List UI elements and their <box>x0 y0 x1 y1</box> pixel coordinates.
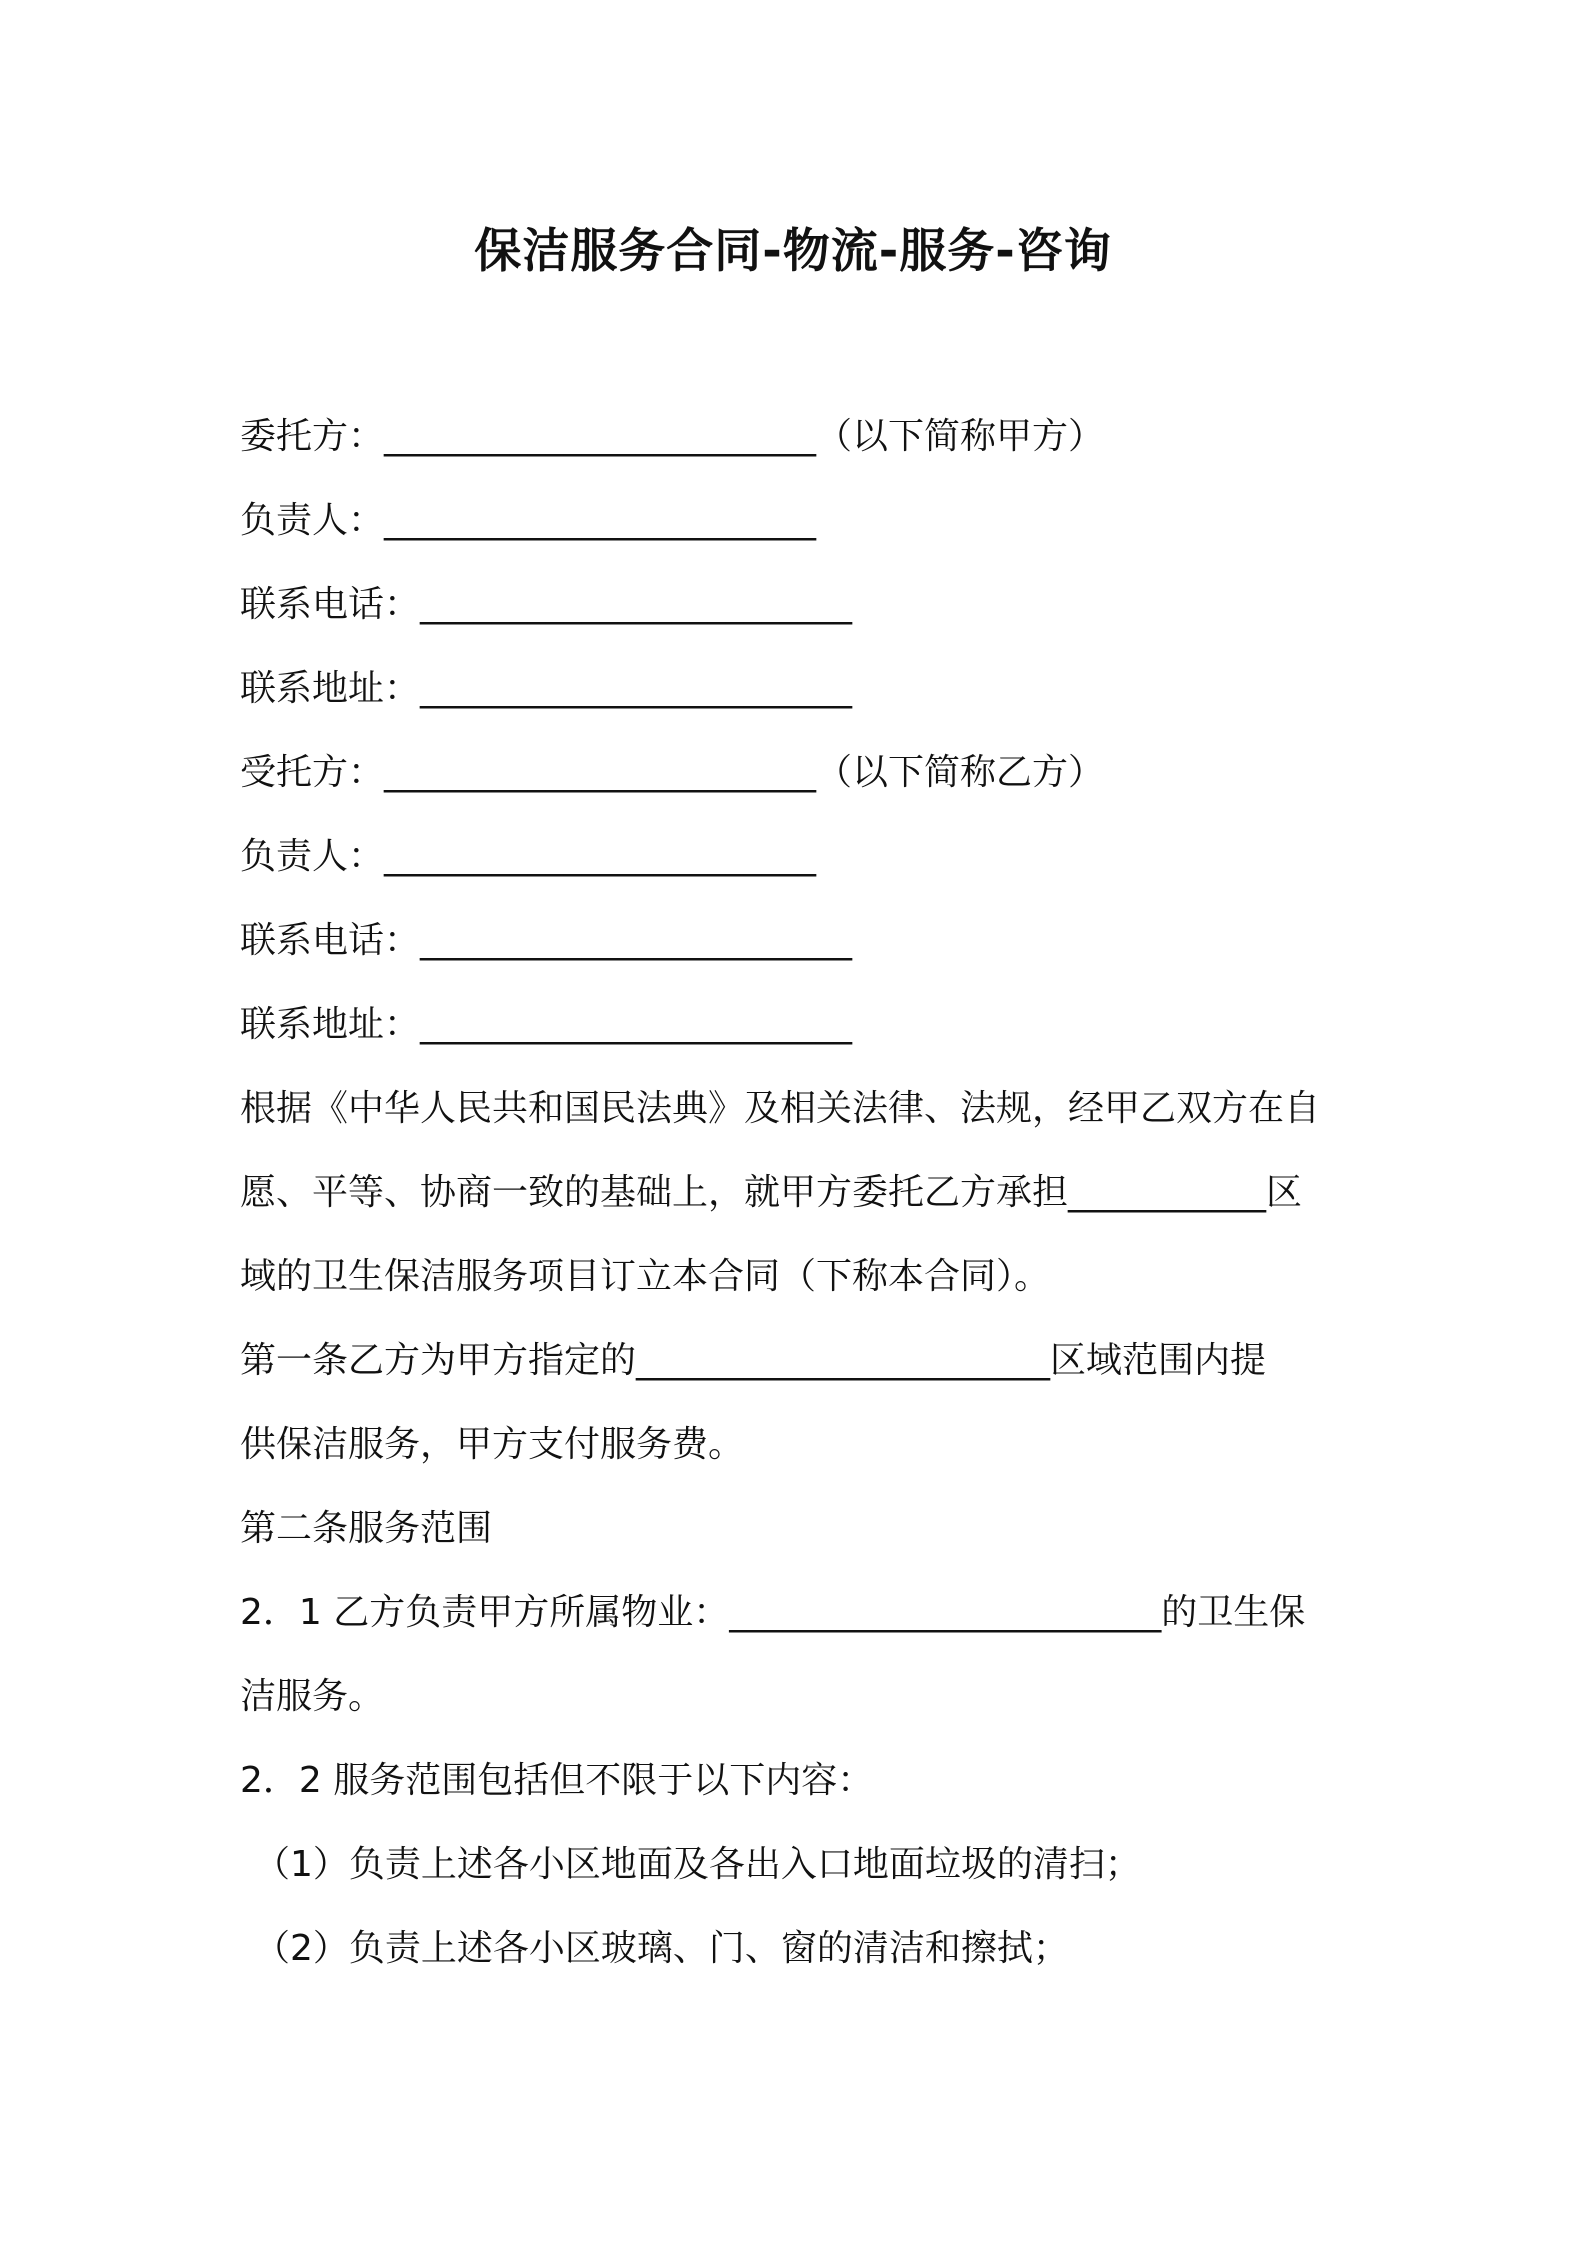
article-1-line-2: 供保洁服务，甲方支付服务费。 <box>240 1424 745 1465</box>
preamble-line-1: 根据《中华人民共和国民法典》及相关法律、法规，经甲乙双方在自 <box>240 1088 1321 1129</box>
contractor-address-line: 联系地址：________________________ <box>240 1004 853 1045</box>
client-party-line: 委托方：________________________（以下简称甲方） <box>240 416 1105 457</box>
contractor-party-line: 受托方：________________________（以下简称乙方） <box>240 752 1105 793</box>
clause-2-1-line-2: 洁服务。 <box>240 1676 385 1717</box>
preamble-line-3: 域的卫生保洁服务项目订立本合同（下称本合同）。 <box>240 1256 1051 1297</box>
article-1-line-1: 第一条乙方为甲方指定的_______________________区域范围内提 <box>240 1340 1267 1381</box>
client-manager-line: 负责人：________________________ <box>240 500 817 541</box>
list-item-1: （1）负责上述各小区地面及各出入口地面垃圾的清扫； <box>254 1844 1141 1885</box>
client-phone-line: 联系电话：________________________ <box>240 584 853 625</box>
contractor-manager-line: 负责人：________________________ <box>240 836 817 877</box>
contractor-phone-line: 联系电话：________________________ <box>240 920 853 961</box>
clause-2-1-line-1: 2．1 乙方负责甲方所属物业：________________________的卫生保 <box>240 1592 1306 1633</box>
list-item-2: （2）负责上述各小区玻璃、门、窗的清洁和擦拭； <box>254 1928 1069 1969</box>
client-address-line: 联系地址：________________________ <box>240 668 853 709</box>
preamble-line-2: 愿、平等、协商一致的基础上，就甲方委托乙方承担___________区 <box>240 1172 1303 1213</box>
article-2-heading: 第二条服务范围 <box>240 1508 493 1549</box>
clause-2-2-line: 2．2 服务范围包括但不限于以下内容： <box>240 1760 874 1801</box>
document-title: 保洁服务合同-物流-服务-咨询 <box>474 224 1112 279</box>
